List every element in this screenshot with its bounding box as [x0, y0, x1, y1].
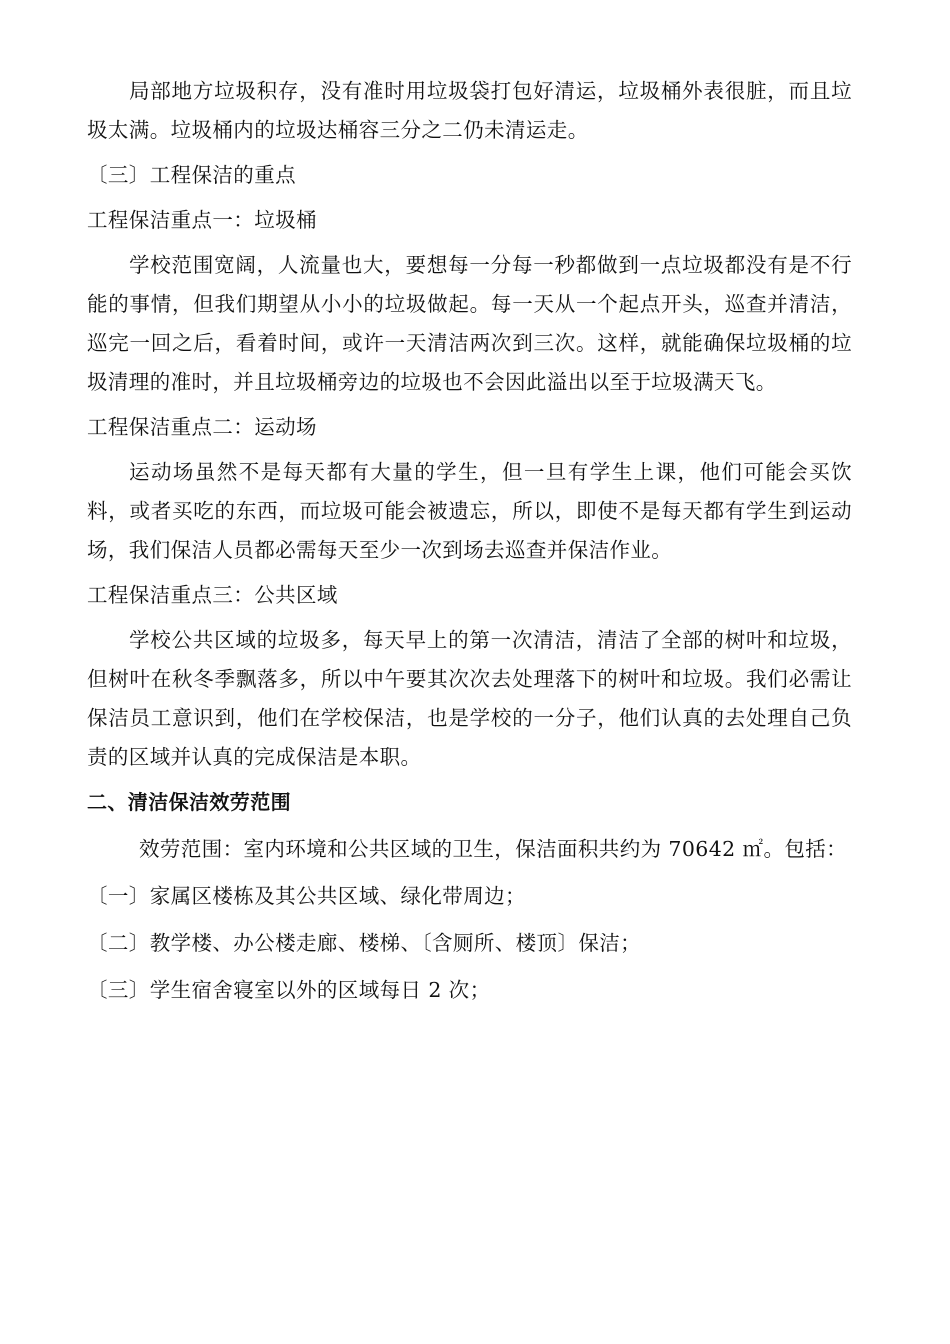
section-heading-service-scope: 二、清洁保洁效劳范围 — [87, 790, 291, 814]
paragraph-trash-bins: 学校范围宽阔，人流量也大，要想每一分每一秒都做到一点垃圾都没有是不行能的事情，但我们期望从小小的垃圾做起。每一天从一个起点开头，巡查并清洁，巡完一回之后，看着时间，或许一天清洁两次到三次。这样，就能确保垃圾桶的垃圾清理的准时，并且垃圾桶旁边的垃圾也不会因此溢出以至于垃圾满天飞。 — [87, 253, 852, 394]
list-item-family-area: 〔一〕家属区楼栋及其公共区域、绿化带周边； — [87, 884, 526, 908]
subheading-key-points: 〔三〕工程保洁的重点 — [87, 163, 296, 187]
subheading-key-point-2: 工程保洁重点二：运动场 — [87, 415, 317, 439]
paragraph-garbage-issue: 局部地方垃圾积存，没有准时用垃圾袋打包好清运，垃圾桶外表很脏，而且垃圾太满。垃圾桶内的垃圾达桶容三分之二仍未清运走。 — [87, 79, 852, 142]
document-page — [87, 72, 852, 1010]
subheading-key-point-3: 工程保洁重点三：公共区域 — [87, 583, 338, 607]
paragraph-sports-field: 运动场虽然不是每天都有大量的学生，但一旦有学生上课，他们可能会买饮料，或者买吃的东西，而垃圾可能会被遗忘，所以，即使不是每天都有学生到运动场，我们保洁人员都必需每天至少一次到场去巡查并保洁作业。 — [87, 460, 852, 562]
paragraph-public-areas: 学校公共区域的垃圾多，每天早上的第一次清洁，清洁了全部的树叶和垃圾，但树叶在秋冬季飘落多，所以中午要其次次去处理落下的树叶和垃圾。我们必需让保洁员工意识到，他们在学校保洁，也是学校的一分子，他们认真的去处理自己负责的区域并认真的完成保洁是本职。 — [87, 628, 852, 769]
paragraph-service-scope: 效劳范围：室内环境和公共区域的卫生，保洁面积共约为 70642 ㎡。包括： — [139, 837, 848, 861]
list-item-dormitories: 〔三〕学生宿舍寝室以外的区域每日 2 次； — [87, 978, 491, 1002]
subheading-key-point-1: 工程保洁重点一：垃圾桶 — [87, 208, 317, 232]
list-item-teaching-buildings: 〔二〕教学楼、办公楼走廊、楼梯、〔含厕所、楼顶〕保洁； — [87, 931, 642, 955]
